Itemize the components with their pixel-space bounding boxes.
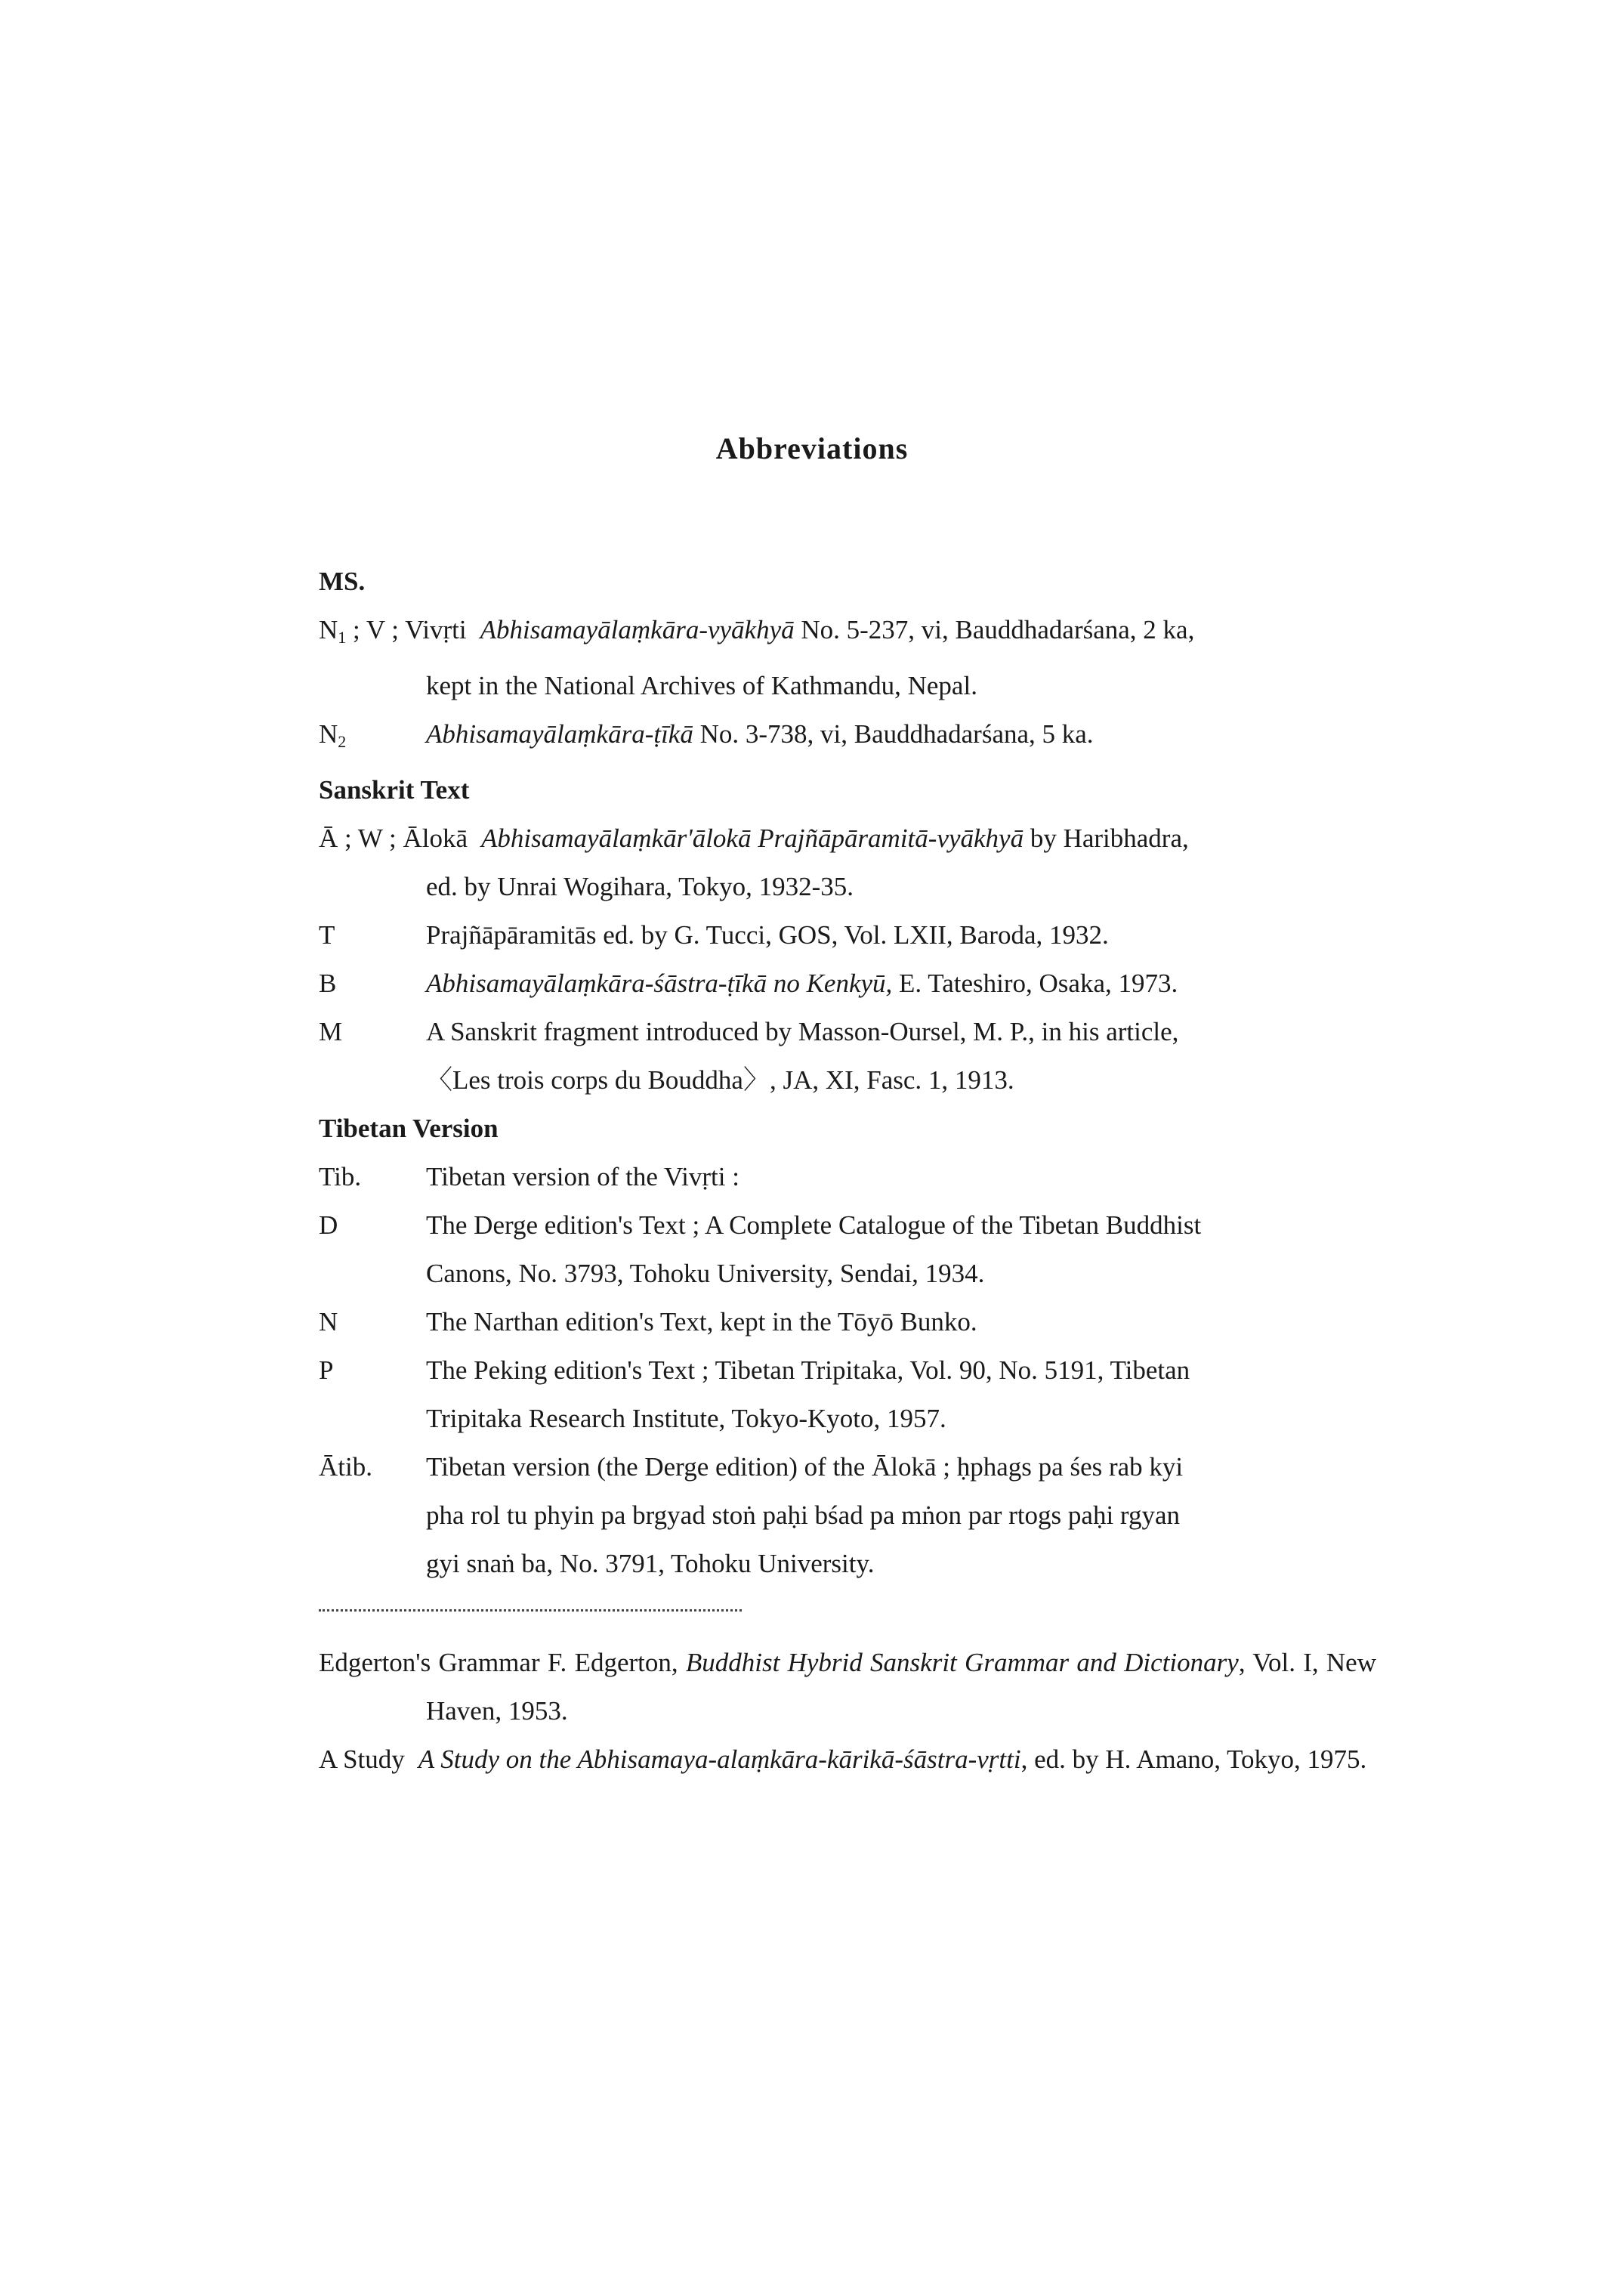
entry-title: A Study on the Abhisamaya-alaṃkāra-kārikā-śāstra-vṛtti: [418, 1744, 1021, 1774]
entry-detail: E. Tateshiro, Osaka, 1973.: [892, 969, 1178, 998]
section-heading-ms: MS.: [319, 567, 366, 596]
entry-key: $N_2$: [319, 719, 347, 751]
entry-detail: The Peking edition's Text ; Tibetan Tripitaka, Vol. 90, No. 5191, Tibetan: [426, 1355, 1190, 1385]
section-heading-sanskrit: Sanskrit Text: [319, 775, 470, 805]
entry-continuation: 〈Les trois corps du Bouddha〉, JA, XI, Fasc. 1, 1913.: [426, 1065, 1014, 1095]
entry-title: Abhisamayālaṃkāra-śāstra-ṭīkā no Kenkyū,: [426, 969, 893, 998]
entry-continuation: pha rol tu phyin pa brgyad stoṅ paḥi bśad pa mṅon par rtogs paḥi rgyan: [426, 1500, 1180, 1530]
page-title: Abbreviations: [715, 431, 909, 465]
entry-key: M: [319, 1017, 343, 1046]
entry-detail: Tibetan version (the Derge edition) of the Ālokā ; ḥphags pa śes rab kyi: [426, 1452, 1184, 1482]
entry-title: Abhisamayālaṃkār'ālokā Prajñāpāramitā-vyākhyā: [481, 824, 1024, 853]
entry-title: Buddhist Hybrid Sanskrit Grammar and Dictionary: [685, 1648, 1239, 1677]
entry-detail: Prajñāpāramitās ed. by G. Tucci, GOS, Vol. LXII, Baroda, 1932.: [426, 920, 1109, 950]
entry-key: N: [319, 1307, 338, 1337]
section-heading-tibetan: Tibetan Version: [319, 1114, 499, 1143]
entry-detail: Tibetan version of the Vivṛti :: [426, 1162, 739, 1191]
entry-d: [319, 1201, 1376, 1298]
entry-n2: [319, 710, 1376, 766]
entry-p: [319, 1346, 1376, 1443]
entry-detail: , Vol. I, New Haven, 1953.: [426, 1648, 1376, 1726]
entry-continuation: gyi snaṅ ba, No. 3791, Tohoku University.: [426, 1549, 875, 1578]
entry-detail: No. 3-738, vi, Bauddhadarśana, 5 ka.: [693, 719, 1094, 749]
entry-continuation: Tripitaka Research Institute, Tokyo-Kyoto, 1957.: [426, 1404, 946, 1433]
entry-key: Ā ; W ; Ālokā: [319, 824, 468, 853]
entry-atib: [319, 1443, 1376, 1588]
entry-n: [319, 1298, 1376, 1346]
entry-m: [319, 1008, 1376, 1105]
entry-key: B: [319, 969, 337, 998]
entry-continuation: kept in the National Archives of Kathmandu, Nepal.: [426, 671, 977, 700]
entry-title: Abhisamayālaṃkāra-ṭīkā: [426, 719, 693, 749]
entry-detail: , ed. by H. Amano, Tokyo, 1975.: [1020, 1744, 1367, 1774]
dotted-divider: [319, 1609, 742, 1612]
entry-detail: No. 5-237, vi, Bauddhadarśana, 2 ka,: [794, 615, 1195, 644]
entry-continuation: ed. by Unrai Wogihara, Tokyo, 1932-35.: [426, 872, 854, 901]
entry-b: [319, 959, 1376, 1008]
entry-title: Abhisamayālaṃkāra-vyākhyā: [480, 615, 795, 644]
entry-key: D: [319, 1210, 338, 1240]
entry-edgerton: [319, 1639, 1376, 1735]
entry-detail: The Derge edition's Text ; A Complete Catalogue of the Tibetan Buddhist: [426, 1210, 1202, 1240]
entry-key: Edgerton's Grammar: [319, 1648, 540, 1677]
entry-key: A Study: [319, 1744, 405, 1774]
entry-n1: [319, 606, 1376, 710]
entry-key: Tib.: [319, 1162, 362, 1191]
entry-t: [319, 911, 1376, 959]
entry-key: T: [319, 920, 335, 950]
entry-aloka: [319, 814, 1376, 911]
entry-tib: [319, 1153, 1376, 1201]
entry-key: Ātib.: [319, 1452, 372, 1482]
entry-detail: The Narthan edition's Text, kept in the Tōyō Bunko.: [426, 1307, 977, 1337]
entry-key: P: [319, 1355, 334, 1385]
abbreviations-list: [319, 558, 1376, 1784]
entry-detail: by Haribhadra,: [1023, 824, 1189, 853]
entry-detail: A Sanskrit fragment introduced by Masson-Oursel, M. P., in his article,: [426, 1017, 1179, 1046]
entry-study: [319, 1735, 1376, 1784]
entry-key: $N_1$ ; V ; Vivṛti: [319, 615, 467, 647]
entry-continuation: Canons, No. 3793, Tohoku University, Sendai, 1934.: [426, 1259, 985, 1288]
entry-author: F. Edgerton,: [539, 1648, 686, 1677]
